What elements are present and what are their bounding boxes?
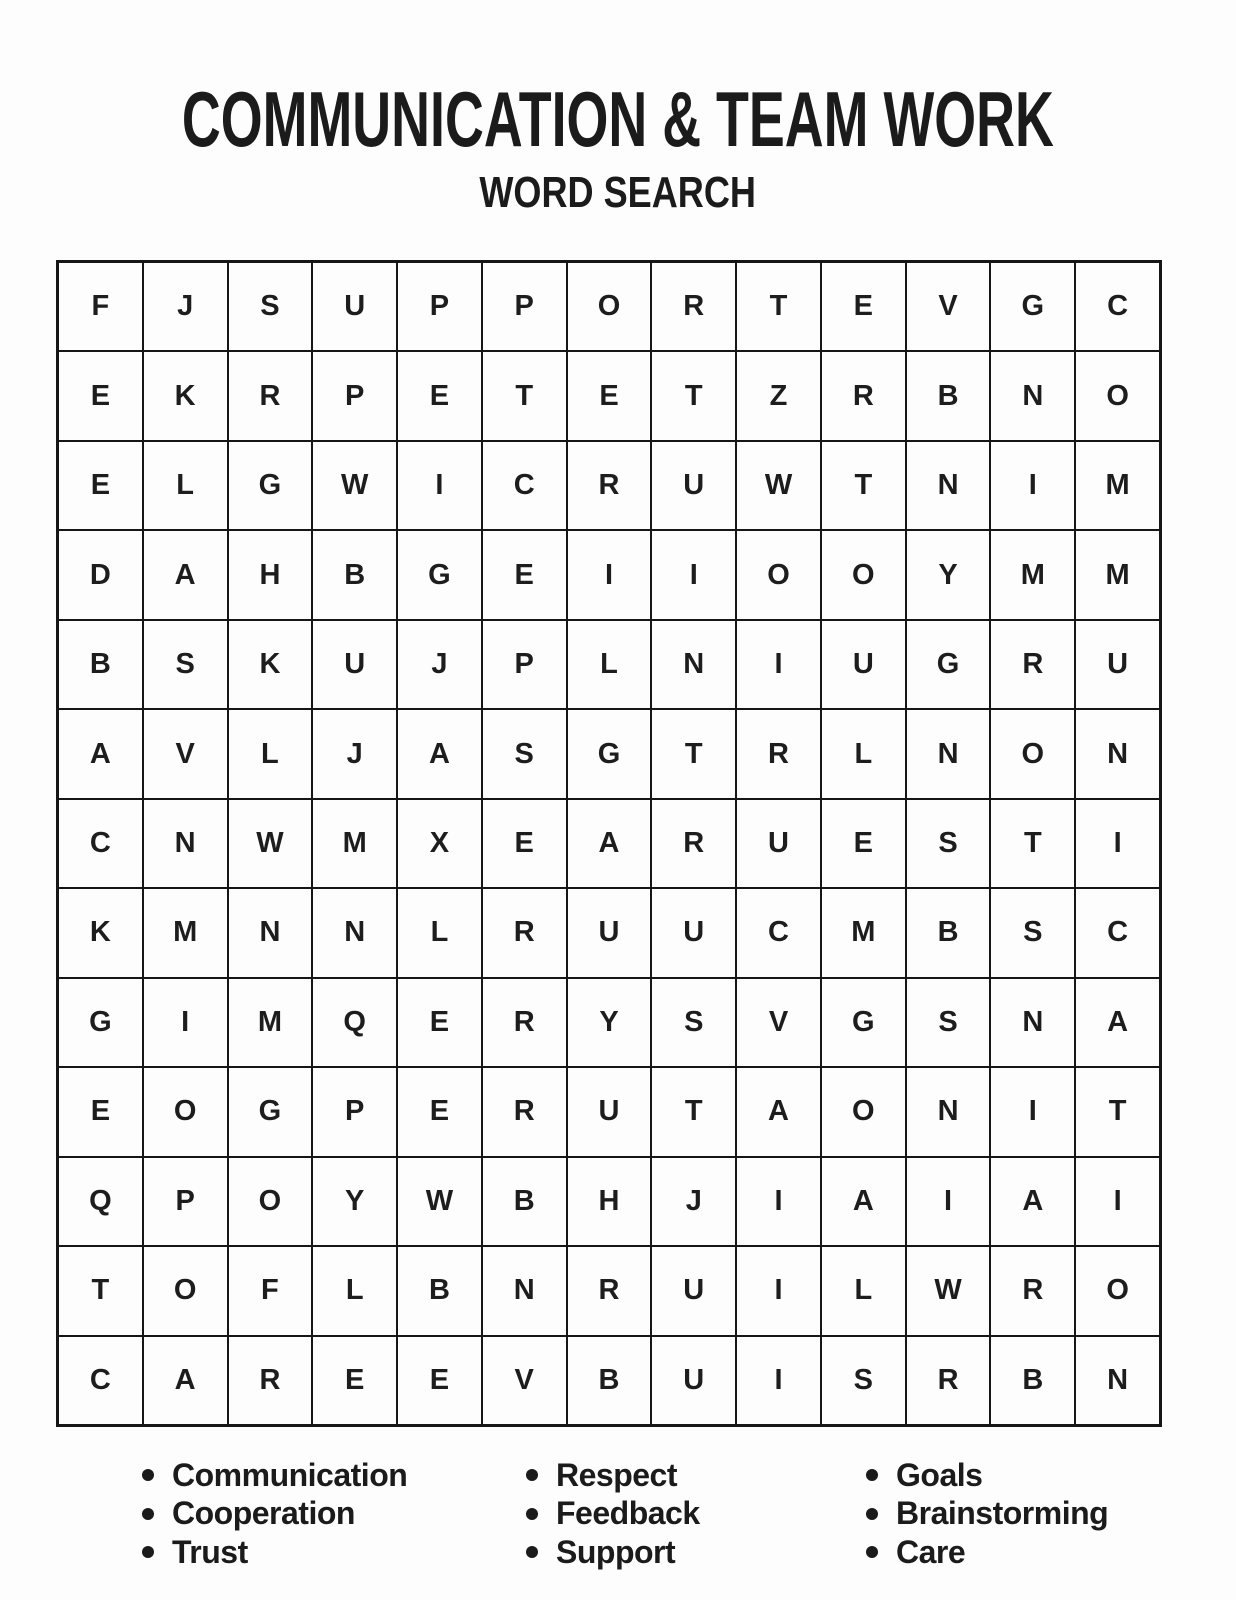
grid-cell: B [58,620,143,709]
word-label: Respect [556,1456,677,1493]
grid-cell: W [228,799,313,888]
grid-cell: C [58,799,143,888]
grid-cell: N [482,1246,567,1335]
grid-cell: P [143,1157,228,1246]
grid-cell: V [906,262,991,351]
grid-cell: R [567,441,652,530]
grid-cell: R [906,1336,991,1425]
grid-cell: G [906,620,991,709]
grid-cell: T [821,441,906,530]
bullet-icon [866,1469,878,1481]
grid-cell: M [821,888,906,977]
bullet-icon [866,1546,878,1558]
grid-cell: G [228,1067,313,1156]
header [0,56,1236,182]
grid-cell: G [397,530,482,619]
grid-cell: T [990,799,1075,888]
word-list-item [526,1533,700,1572]
grid-cell: J [312,709,397,798]
word-list-item [866,1533,1108,1572]
grid-cell: A [821,1157,906,1246]
grid-cell: Y [906,530,991,619]
word-list-column-2 [526,1456,700,1572]
grid-cell: E [567,351,652,440]
grid-cell: E [58,351,143,440]
grid-cell: N [990,351,1075,440]
bullet-icon [142,1469,154,1481]
grid-cell: P [397,262,482,351]
grid-cell: I [567,530,652,619]
grid-cell: I [736,620,821,709]
grid-cell: C [1075,262,1160,351]
bullet-icon [526,1546,538,1558]
word-label: Care [896,1533,966,1570]
grid-cell: Z [736,351,821,440]
bullet-icon [526,1469,538,1481]
grid-cell: R [651,262,736,351]
grid-cell: Y [567,978,652,1067]
grid-cell: A [143,1336,228,1425]
grid-cell: I [736,1157,821,1246]
grid-cell: N [1075,1336,1160,1425]
grid-cell: U [651,1246,736,1335]
grid-cell: I [1075,1157,1160,1246]
grid-cell: K [143,351,228,440]
grid-cell: R [228,1336,313,1425]
grid-cell: R [567,1246,652,1335]
grid-cell: W [906,1246,991,1335]
grid-cell: W [312,441,397,530]
grid-cell: S [990,888,1075,977]
grid-cell: J [397,620,482,709]
grid-cell: N [906,709,991,798]
word-list-item [866,1456,1108,1495]
grid-cell: B [312,530,397,619]
grid-cell: T [736,262,821,351]
page-title: COMMUNICATION & TEAM WORK [182,74,1054,163]
grid-cell: O [821,530,906,619]
grid-cell: Q [312,978,397,1067]
word-list-column-1 [142,1456,407,1572]
grid-cell: O [567,262,652,351]
word-label: Trust [172,1533,248,1570]
grid-cell: S [228,262,313,351]
grid-cell: E [397,351,482,440]
grid-cell: L [312,1246,397,1335]
grid-cell: H [228,530,313,619]
grid-cell: E [482,530,567,619]
grid-cell: C [58,1336,143,1425]
grid-cell: M [1075,530,1160,619]
bullet-icon [526,1508,538,1520]
grid-cell: A [990,1157,1075,1246]
grid-cell: D [58,530,143,619]
grid-cell: O [821,1067,906,1156]
grid-cell: V [736,978,821,1067]
grid-cell: T [58,1246,143,1335]
grid-cell: N [1075,709,1160,798]
grid-cell: P [482,262,567,351]
grid-cell: V [143,709,228,798]
grid-cell: A [1075,978,1160,1067]
grid-cell: S [821,1336,906,1425]
grid-cell: M [312,799,397,888]
grid-cell: F [228,1246,313,1335]
grid-cell: I [1075,799,1160,888]
grid-cell: S [143,620,228,709]
grid-cell: O [1075,351,1160,440]
word-list-item [526,1495,700,1534]
grid-cell: M [143,888,228,977]
grid-cell: U [567,888,652,977]
word-list-item [866,1495,1108,1534]
grid-cell: I [143,978,228,1067]
grid-cell: B [397,1246,482,1335]
grid-cell: M [1075,441,1160,530]
bullet-icon [142,1508,154,1520]
grid-cell: R [990,620,1075,709]
grid-cell: A [736,1067,821,1156]
grid-cell: J [651,1157,736,1246]
grid-cell: B [990,1336,1075,1425]
grid-cell: G [58,978,143,1067]
grid-cell: R [482,978,567,1067]
grid-cell: E [397,1067,482,1156]
grid-cell: N [906,1067,991,1156]
grid-cell: U [312,262,397,351]
grid-cell: A [143,530,228,619]
word-label: Brainstorming [896,1495,1109,1532]
subheader [0,166,1236,220]
grid-cell: U [651,441,736,530]
grid-cell: T [482,351,567,440]
grid-cell: I [736,1336,821,1425]
grid-cell: G [990,262,1075,351]
grid-cell: I [906,1157,991,1246]
grid-cell: S [906,978,991,1067]
grid-cell: I [990,1067,1075,1156]
grid-cell: G [821,978,906,1067]
grid-cell: U [1075,620,1160,709]
grid-cell: U [312,620,397,709]
grid-cell: E [312,1336,397,1425]
grid-cell: N [906,441,991,530]
grid-cell: G [228,441,313,530]
grid-cell: E [482,799,567,888]
grid-cell: R [651,799,736,888]
grid-cell: T [1075,1067,1160,1156]
grid-cell: S [651,978,736,1067]
grid-cell: S [906,799,991,888]
grid-cell: N [990,978,1075,1067]
grid-cell: Q [58,1157,143,1246]
grid-cell: M [228,978,313,1067]
word-label: Cooperation [172,1495,355,1532]
grid-cell: L [567,620,652,709]
grid-cell: I [736,1246,821,1335]
grid-cell: U [651,1336,736,1425]
grid-cell: W [736,441,821,530]
grid-cell: L [228,709,313,798]
grid-cell: E [397,978,482,1067]
grid-cell: C [736,888,821,977]
word-label: Support [556,1533,676,1570]
grid-cell: K [58,888,143,977]
grid-cell: B [906,351,991,440]
grid-cell: N [228,888,313,977]
grid-cell: R [482,888,567,977]
grid-cell: O [143,1067,228,1156]
grid-cell: L [397,888,482,977]
bullet-icon [866,1508,878,1520]
grid-cell: V [482,1336,567,1425]
grid-cell: L [821,709,906,798]
grid-cell: W [397,1157,482,1246]
grid-cell: C [482,441,567,530]
grid-cell: E [821,262,906,351]
word-label: Goals [896,1456,983,1493]
grid-cell: P [312,351,397,440]
grid-cell: Y [312,1157,397,1246]
grid-cell: I [397,441,482,530]
grid-cell: N [651,620,736,709]
grid-cell: A [397,709,482,798]
grid-cell: E [58,441,143,530]
grid-cell: P [312,1067,397,1156]
grid-cell: L [821,1246,906,1335]
word-label: Feedback [556,1495,700,1532]
word-search-grid [56,260,1162,1427]
grid-cell: A [567,799,652,888]
grid-cell: C [1075,888,1160,977]
grid-cell: G [567,709,652,798]
grid-cell: N [143,799,228,888]
word-list-item [142,1533,407,1572]
grid-cell: I [651,530,736,619]
grid-cell: U [651,888,736,977]
grid-cell: B [906,888,991,977]
grid-cell: T [651,1067,736,1156]
grid-cell: B [567,1336,652,1425]
grid-cell: O [736,530,821,619]
grid-cell: U [567,1067,652,1156]
grid-cell: U [736,799,821,888]
word-list-column-3 [866,1456,1108,1572]
grid-cell: O [228,1157,313,1246]
bullet-icon [142,1546,154,1558]
grid-cell: E [58,1067,143,1156]
grid-cell: T [651,351,736,440]
grid-cell: F [58,262,143,351]
grid-cell: E [821,799,906,888]
grid-cell: K [228,620,313,709]
word-label: Communication [172,1456,408,1493]
word-list-item [142,1456,407,1495]
page-subtitle: WORD SEARCH [479,168,757,217]
grid-cell: R [228,351,313,440]
grid-cell: O [990,709,1075,798]
grid-cell: R [990,1246,1075,1335]
grid-cell: T [651,709,736,798]
grid-cell: R [482,1067,567,1156]
grid-cell: N [312,888,397,977]
grid-cell: H [567,1157,652,1246]
word-list-item [142,1495,407,1534]
grid-cell: O [1075,1246,1160,1335]
grid-cell: M [990,530,1075,619]
grid-cell: E [397,1336,482,1425]
grid-cell: S [482,709,567,798]
grid-cell: U [821,620,906,709]
grid-cell: R [736,709,821,798]
grid-cell: I [990,441,1075,530]
grid-cell: O [143,1246,228,1335]
grid-cell: X [397,799,482,888]
grid-cell: J [143,262,228,351]
grid-cell: L [143,441,228,530]
grid-cell: B [482,1157,567,1246]
word-list-item [526,1456,700,1495]
grid-cell: R [821,351,906,440]
grid-cell: A [58,709,143,798]
grid-cell: P [482,620,567,709]
